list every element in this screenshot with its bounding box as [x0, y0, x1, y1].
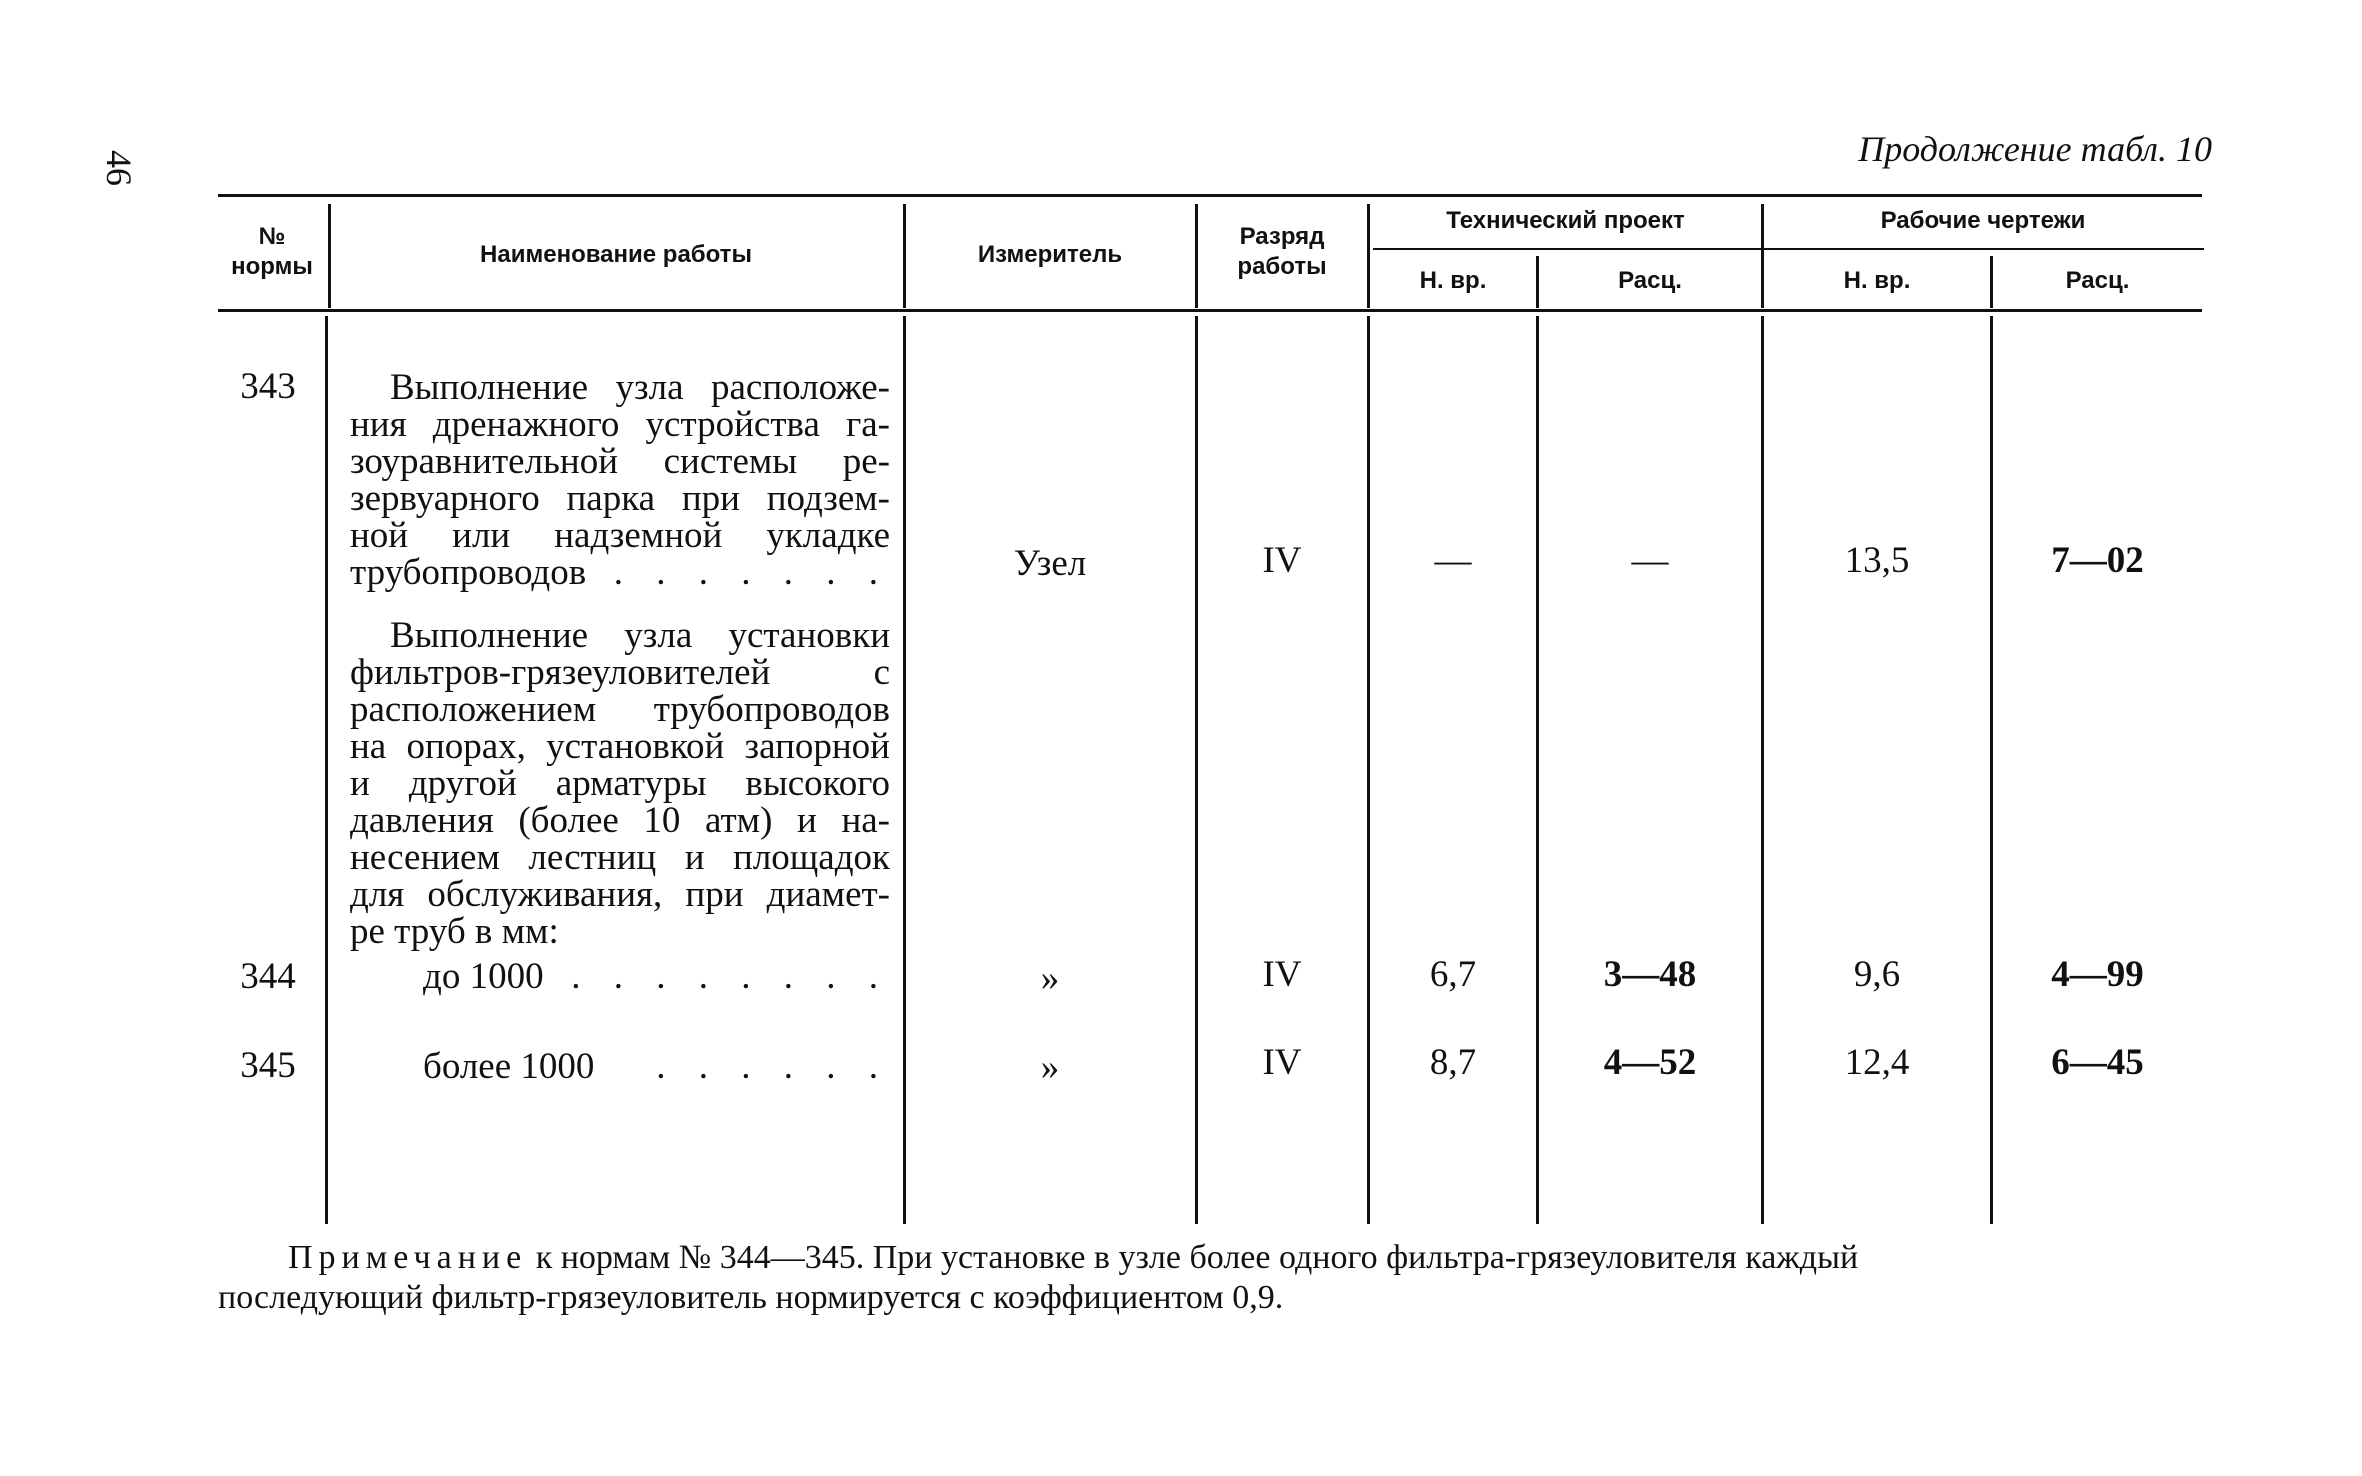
header-sub-rule-tech	[1373, 248, 1761, 250]
work-description-344-intro	[350, 617, 890, 950]
page-number: 46	[99, 150, 139, 186]
table-top-rule	[218, 194, 2202, 197]
footnote-label: Примечание	[288, 1239, 528, 1276]
wd-rate-343: 7—02	[2051, 540, 2144, 581]
unit-343: Узел	[1013, 543, 1087, 584]
work-label-345	[423, 1047, 890, 1087]
norm-no-343: 343	[240, 366, 296, 407]
desc-line: для обслуживания, при диамет-	[350, 874, 890, 915]
header-sub-rule-work	[1764, 248, 2204, 250]
desc-line: фильтров-грязеуловителей с	[350, 652, 890, 693]
body-col-sep-6	[1761, 316, 1764, 1224]
leader-dots: . . . . . . .	[613, 552, 890, 593]
grade-343: IV	[1262, 540, 1302, 581]
body-col-sep-7	[1990, 316, 1993, 1224]
desc-line: и другой арматуры высокого	[350, 763, 890, 804]
wd-rate-345: 6—45	[2051, 1042, 2144, 1083]
header-grade	[1198, 222, 1366, 282]
desc-line: зоуравнительной системы ре-	[350, 441, 890, 482]
tp-rate-344: 3—48	[1603, 954, 1697, 995]
header-wd-time-norm: Н. вр.	[1843, 267, 1911, 294]
norm-no-345: 345	[240, 1045, 296, 1086]
diameter-label: до 1000	[423, 956, 544, 997]
desc-line: Выполнение узла расположе-	[390, 367, 890, 408]
header-tech-project: Технический проект	[1446, 207, 1685, 234]
desc-line-with-leader	[350, 554, 890, 591]
tp-time-345: 8,7	[1429, 1042, 1477, 1083]
desc-line: ре труб в мм:	[350, 911, 559, 952]
desc-line: ния дренажного устройства га-	[350, 404, 890, 445]
grade-345: IV	[1262, 1042, 1302, 1083]
desc-line: Выполнение узла установки	[390, 615, 890, 656]
body-col-sep-1	[325, 316, 328, 1224]
body-col-sep-4	[1367, 316, 1370, 1224]
leader-dots: . . . . . . . .	[571, 956, 890, 997]
footnote-text-1: к нормам № 344—345. При установке в узле более одного фильтра-грязеуловителя каждый	[527, 1239, 1859, 1276]
work-label-344	[423, 957, 890, 997]
desc-line: зервуарного парка при подзем-	[350, 478, 890, 519]
tp-time-343: —	[1434, 540, 1472, 581]
desc-line: ной или надземной укладке	[350, 515, 890, 556]
desc-line: на опорах, установкой запорной	[350, 726, 890, 767]
desc-line: давления (более 10 атм) и на-	[350, 800, 890, 841]
footnote-line-1	[218, 1238, 2208, 1278]
body-col-sep-3	[1195, 316, 1198, 1224]
work-description-343	[350, 369, 890, 591]
diameter-label: более 1000	[423, 1046, 595, 1087]
footnote-line-2: последующий фильтр-грязеуловитель нормируется с коэффициентом 0,9.	[218, 1279, 1284, 1316]
header-tp-rate: Расц.	[1618, 267, 1682, 294]
wd-time-343: 13,5	[1844, 540, 1910, 581]
desc-line: расположением трубопроводов	[350, 689, 890, 730]
header-unit: Измеритель	[977, 241, 1123, 268]
body-col-sep-5	[1536, 316, 1539, 1224]
header-norm-no-line2: нормы	[231, 253, 313, 280]
header-grade-line1: Разряд	[1239, 223, 1325, 250]
wd-rate-344: 4—99	[2051, 954, 2144, 995]
unit-344: »	[1040, 958, 1060, 999]
norm-no-344: 344	[240, 956, 296, 997]
header-norm-no	[218, 222, 326, 282]
table-caption: Продолжение табл. 10	[1858, 129, 2212, 169]
header-tp-time-norm: Н. вр.	[1419, 267, 1487, 294]
header-norm-no-line1: №	[258, 223, 286, 250]
desc-line: трубопроводов	[350, 552, 587, 593]
table-footnote	[218, 1238, 2208, 1318]
header-grade-line2: работы	[1237, 253, 1327, 280]
wd-time-344: 9,6	[1853, 954, 1901, 995]
wd-time-345: 12,4	[1844, 1042, 1910, 1083]
header-bottom-rule	[218, 309, 2202, 312]
leader-dots: . . . . . .	[656, 1046, 890, 1087]
tp-rate-345: 4—52	[1603, 1042, 1697, 1083]
header-working-drawings: Рабочие чертежи	[1880, 207, 2086, 234]
header-wd-rate: Расц.	[2065, 267, 2130, 294]
tp-rate-343: —	[1631, 540, 1669, 581]
grade-344: IV	[1262, 954, 1302, 995]
unit-345: »	[1040, 1047, 1060, 1088]
header-work-name: Наименование работы	[480, 241, 752, 268]
tp-time-344: 6,7	[1429, 954, 1477, 995]
desc-line: несением лестниц и площадок	[350, 837, 890, 878]
